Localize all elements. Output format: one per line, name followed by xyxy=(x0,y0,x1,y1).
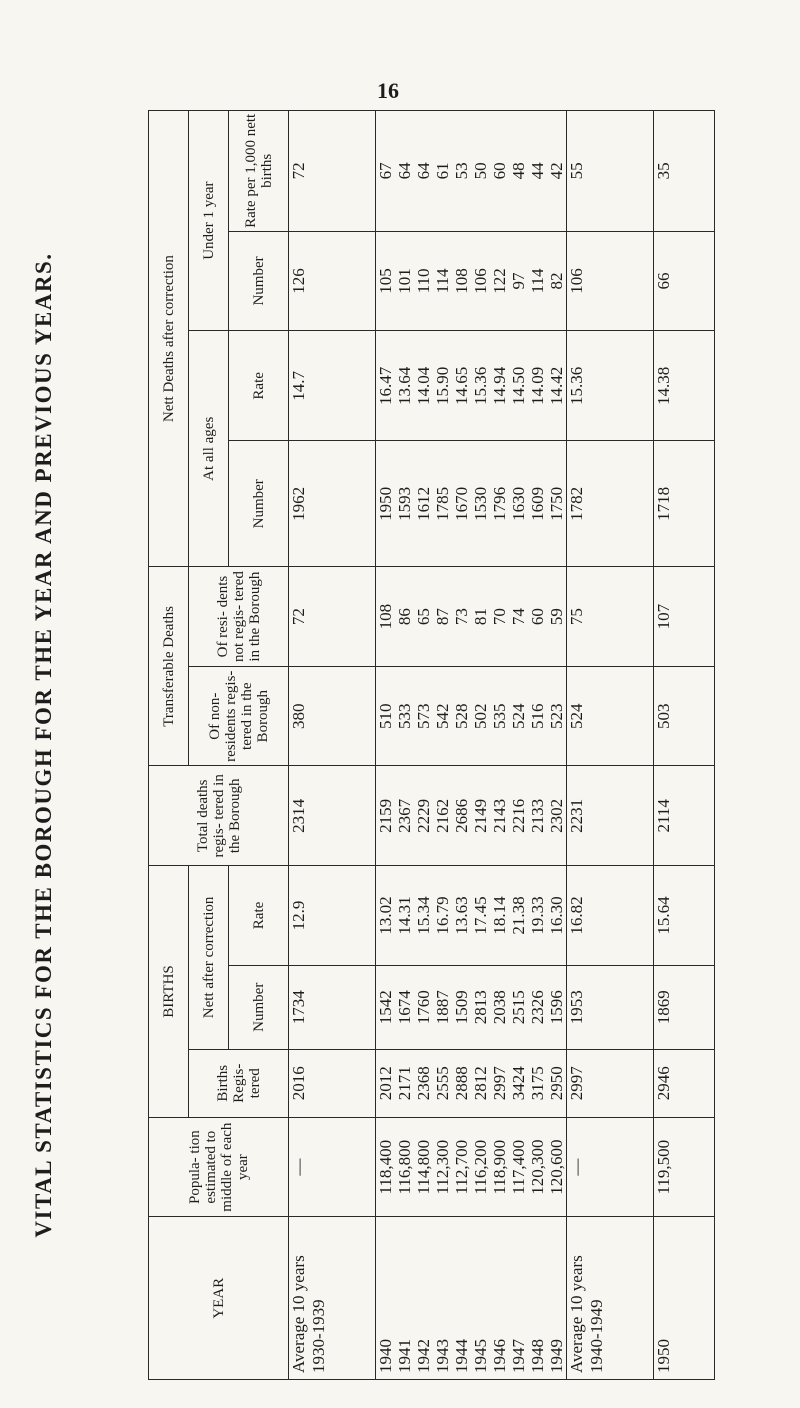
cell-deaths-number: 1962 xyxy=(289,441,376,567)
cell-births-number: 1734 xyxy=(289,965,376,1049)
cell-non-residents: 503 xyxy=(654,666,715,766)
cell-deaths-number: 1950 1593 1612 1785 1670 1530 1796 1630 1609 1750 xyxy=(376,441,567,567)
header-births-rate: Rate xyxy=(229,866,289,966)
cell-births-number: 1953 xyxy=(567,965,654,1049)
cell-deaths-rate: 15.36 xyxy=(567,331,654,441)
header-births: BIRTHS xyxy=(149,866,189,1118)
page-title: VITAL STATISTICS FOR THE BOROUGH FOR THE YEAR AND PREVIOUS YEARS. xyxy=(31,252,56,1238)
cell-births-registered: 2946 xyxy=(654,1049,715,1117)
cell-infant-number: 105 101 110 114 108 106 122 97 114 82 xyxy=(376,231,567,331)
cell-infant-rate: 55 xyxy=(567,111,654,232)
table-row xyxy=(654,111,715,1380)
cell-non-residents: 524 xyxy=(567,666,654,766)
header-births-nett: Nett after correction xyxy=(189,866,229,1050)
header-at-all-ages: At all ages xyxy=(189,331,229,567)
cell-deaths-number: 1782 xyxy=(567,441,654,567)
header-infant-rate: Rate per 1,000 nett births xyxy=(229,111,289,232)
table-row xyxy=(567,111,654,1380)
cell-total-deaths: 2159 2367 2229 2162 2686 2149 2143 2216 2133 2302 xyxy=(376,766,567,866)
header-under-1-year: Under 1 year xyxy=(189,111,229,331)
header-year: YEAR xyxy=(149,1217,289,1380)
cell-infant-rate: 67 64 64 61 53 50 60 48 44 42 xyxy=(376,111,567,232)
header-births-number: Number xyxy=(229,965,289,1049)
cell-year: Average 10 years 1940-1949 xyxy=(567,1217,654,1380)
cell-infant-rate: 72 xyxy=(289,111,376,232)
cell-births-registered: 2012 2171 2368 2555 2888 2812 2997 3424 3175 2950 xyxy=(376,1049,567,1117)
cell-non-residents: 380 xyxy=(289,666,376,766)
cell-total-deaths: 2231 xyxy=(567,766,654,866)
table-row xyxy=(376,111,567,1380)
cell-residents-not: 108 86 65 87 73 81 70 74 60 59 xyxy=(376,567,567,667)
cell-total-deaths: 2314 xyxy=(289,766,376,866)
cell-residents-not: 72 xyxy=(289,567,376,667)
cell-year: Average 10 years 1930-1939 xyxy=(289,1217,376,1380)
cell-non-residents: 510 533 573 542 528 502 535 524 516 523 xyxy=(376,666,567,766)
cell-infant-number: 106 xyxy=(567,231,654,331)
cell-births-rate: 13.02 14.31 15.34 16.79 13.63 17.45 18.14 21.38 19.33 16.30 xyxy=(376,866,567,966)
cell-births-number: 1542 1674 1760 1887 1509 2813 2038 2515 2326 1596 xyxy=(376,965,567,1049)
cell-deaths-number: 1718 xyxy=(654,441,715,567)
cell-births-rate: 15.64 xyxy=(654,866,715,966)
cell-population: 119,500 xyxy=(654,1117,715,1217)
header-residents-not: Of resi- dents not regis- tered in the Borough xyxy=(189,567,289,667)
cell-infant-number: 126 xyxy=(289,231,376,331)
header-non-residents: Of non- residents regis- tered in the Borough xyxy=(189,666,289,766)
cell-total-deaths: 2114 xyxy=(654,766,715,866)
cell-year: 1950 xyxy=(654,1217,715,1380)
cell-deaths-rate: 14.38 xyxy=(654,331,715,441)
cell-infant-number: 66 xyxy=(654,231,715,331)
cell-population: — xyxy=(289,1117,376,1217)
cell-residents-not: 107 xyxy=(654,567,715,667)
header-transferable-deaths: Transferable Deaths xyxy=(149,567,189,766)
cell-births-number: 1869 xyxy=(654,965,715,1049)
header-total-deaths: Total deaths regis- tered in the Borough xyxy=(149,766,289,866)
page-number: 16 xyxy=(377,78,399,103)
cell-population: 118,400 116,800 114,800 112,300 112,700 116,200 118,900 117,400 120,300 120,600 xyxy=(376,1117,567,1217)
cell-infant-rate: 35 xyxy=(654,111,715,232)
vital-statistics-table xyxy=(148,110,715,1380)
cell-births-registered: 2016 xyxy=(289,1049,376,1117)
cell-deaths-rate: 16.47 13.64 14.04 15.90 14.65 15.36 14.94 14.50 14.09 14.42 xyxy=(376,331,567,441)
header-population: Popula- tion estimated to middle of each year xyxy=(149,1117,289,1217)
cell-births-rate: 16.82 xyxy=(567,866,654,966)
cell-population: — xyxy=(567,1117,654,1217)
cell-deaths-rate: 14.7 xyxy=(289,331,376,441)
header-deaths-number: Number xyxy=(229,441,289,567)
table-row xyxy=(289,111,376,1380)
cell-births-registered: 2997 xyxy=(567,1049,654,1117)
header-births-registered: Births Regis- tered xyxy=(189,1049,289,1117)
cell-births-rate: 12.9 xyxy=(289,866,376,966)
header-deaths-rate: Rate xyxy=(229,331,289,441)
cell-residents-not: 75 xyxy=(567,567,654,667)
rotated-table-area xyxy=(31,110,688,1380)
header-infant-number: Number xyxy=(229,231,289,331)
cell-year: 1940 1941 1942 1943 1944 1945 1946 1947 1948 1949 xyxy=(376,1217,567,1380)
header-nett-deaths: Nett Deaths after correction xyxy=(149,111,189,567)
